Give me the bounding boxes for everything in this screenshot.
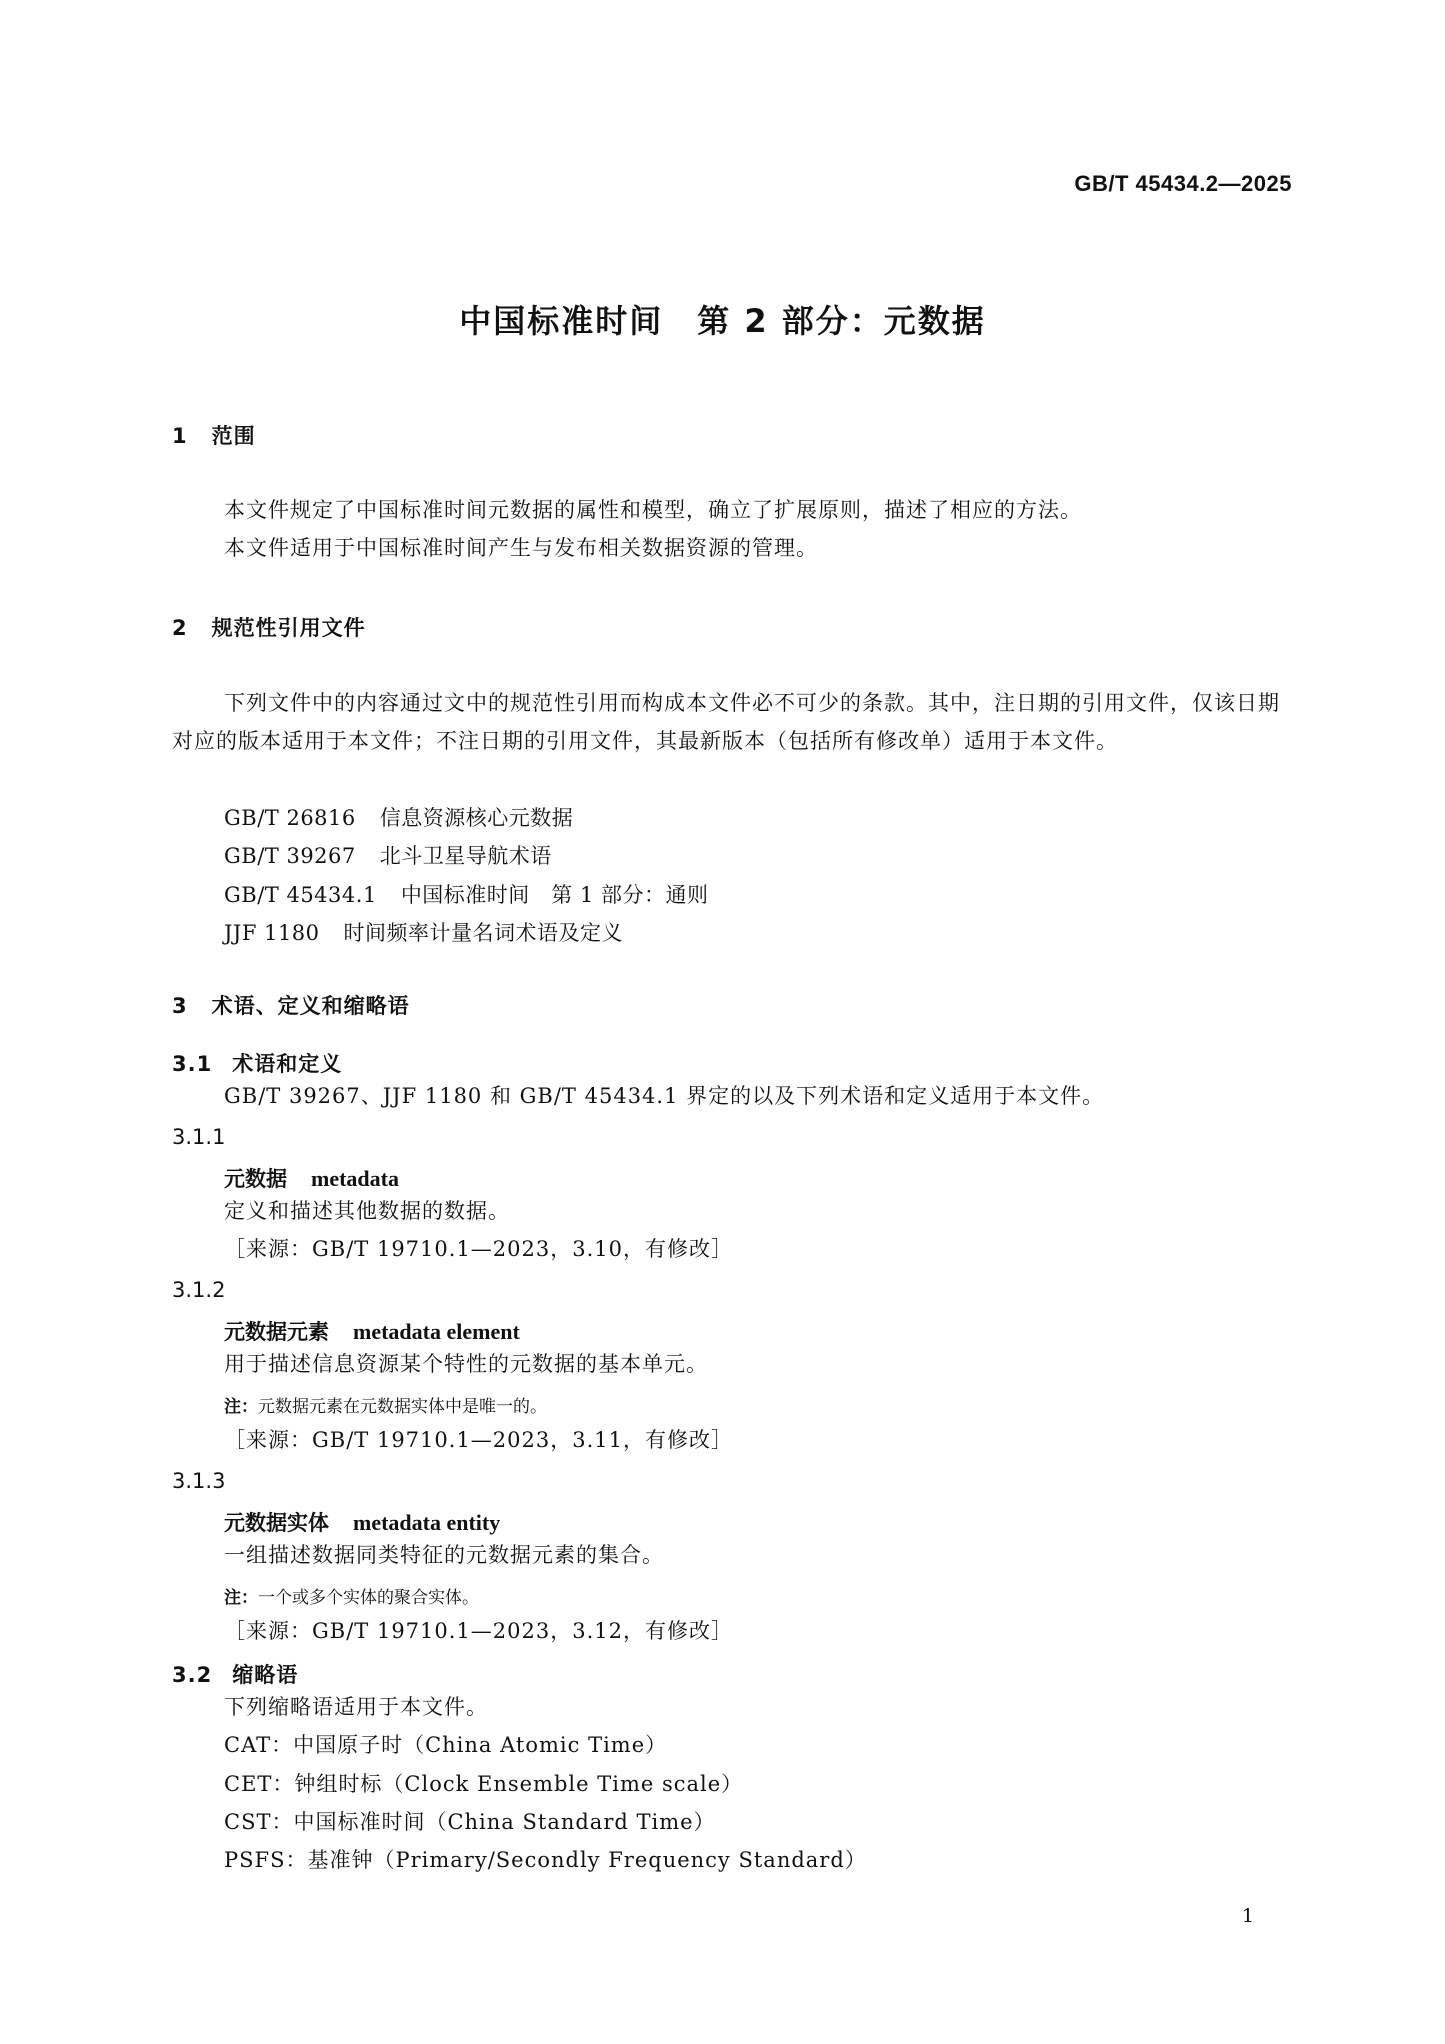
note-label: 注：: [224, 1588, 258, 1608]
abbreviations-intro: 下列缩略语适用于本文件。: [224, 1695, 488, 1719]
term-number: 3.1.3: [172, 1469, 226, 1493]
term-definition: 定义和描述其他数据的数据。: [224, 1199, 510, 1223]
term-source: ［来源：GB/T 19710.1—2023，3.10，有修改］: [224, 1237, 734, 1261]
section-title: 范围: [211, 424, 256, 448]
term-zh: 元数据实体: [224, 1511, 329, 1535]
term-en: metadata entity: [353, 1510, 501, 1535]
section-1-heading: [172, 420, 256, 450]
reference-code: GB/T 39267: [224, 844, 356, 868]
normative-references-intro: 下列文件中的内容通过文中的规范性引用而构成本文件必不可少的条款。其中，注日期的引用文件，仅该日期对应的版本适用于本文件；不注日期的引用文件，其最新版本（包括所有修改单）适用于本文件。: [172, 691, 1280, 753]
reference-code: GB/T 26816: [224, 806, 356, 830]
scope-paragraph-2: 本文件适用于中国标准时间产生与发布相关数据资源的管理。: [224, 536, 818, 560]
abbreviation-item: CST：中国标准时间（China Standard Time）: [224, 1810, 716, 1834]
note-text: 一个或多个实体的聚合实体。: [258, 1588, 479, 1608]
abbreviation-item: CET：钟组时标（Clock Ensemble Time scale）: [224, 1772, 744, 1796]
section-number: 2: [172, 616, 188, 640]
term-definition: 一组描述数据同类特征的元数据元素的集合。: [224, 1543, 664, 1567]
term-en: metadata: [311, 1166, 399, 1191]
section-3-heading: [172, 990, 410, 1020]
reference-title: 时间频率计量名词术语及定义: [343, 921, 624, 945]
term-zh: 元数据: [224, 1167, 287, 1191]
subsection-title: 缩略语: [232, 1663, 299, 1687]
subsection-3-1-heading: [172, 1048, 342, 1078]
term-note: [224, 1392, 547, 1417]
section-title: 术语、定义和缩略语: [211, 994, 410, 1018]
scope-paragraph-1: 本文件规定了中国标准时间元数据的属性和模型，确立了扩展原则，描述了相应的方法。: [224, 498, 1082, 522]
standard-number: GB/T 45434.2—2025: [1074, 171, 1292, 196]
reference-code: JJF 1180: [224, 921, 320, 945]
term-heading: [224, 1507, 500, 1537]
note-label: 注：: [224, 1397, 258, 1417]
section-number: 1: [172, 424, 188, 448]
reference-item: [224, 840, 552, 870]
abbreviation-item: CAT：中国原子时（China Atomic Time）: [224, 1733, 668, 1757]
reference-item: [224, 879, 709, 909]
terms-intro: GB/T 39267、JJF 1180 和 GB/T 45434.1 界定的以及下列术语和定义适用于本文件。: [224, 1084, 1105, 1108]
subsection-title: 术语和定义: [232, 1052, 343, 1076]
term-number: 3.1.2: [172, 1278, 226, 1302]
section-title: 规范性引用文件: [211, 616, 366, 640]
reference-code: GB/T 45434.1: [224, 883, 377, 907]
section-number: 3: [172, 994, 188, 1018]
term-zh: 元数据元素: [224, 1320, 329, 1344]
abbreviation-item: PSFS：基准钟（Primary/Secondly Frequency Standard）: [224, 1848, 867, 1872]
subsection-number: 3.1: [172, 1052, 213, 1076]
reference-item: [224, 917, 623, 947]
subsection-3-2-heading: [172, 1659, 298, 1689]
note-text: 元数据元素在元数据实体中是唯一的。: [258, 1397, 547, 1417]
term-note: [224, 1583, 479, 1608]
term-source: ［来源：GB/T 19710.1—2023，3.12，有修改］: [224, 1619, 734, 1643]
term-en: metadata element: [353, 1319, 520, 1344]
section-2-heading: [172, 612, 366, 642]
term-source: ［来源：GB/T 19710.1—2023，3.11，有修改］: [224, 1428, 734, 1452]
reference-title: 信息资源核心元数据: [379, 806, 574, 830]
document-title: 中国标准时间 第 2 部分：元数据: [459, 302, 986, 340]
page-number: 1: [1241, 1905, 1254, 1927]
term-definition: 用于描述信息资源某个特性的元数据的基本单元。: [224, 1352, 708, 1376]
reference-title: 中国标准时间 第 1 部分：通则: [400, 883, 709, 907]
term-number: 3.1.1: [172, 1125, 226, 1149]
reference-item: [224, 802, 573, 832]
reference-title: 北斗卫星导航术语: [379, 844, 552, 868]
term-heading: [224, 1316, 520, 1346]
subsection-number: 3.2: [172, 1663, 213, 1687]
term-heading: [224, 1163, 399, 1193]
